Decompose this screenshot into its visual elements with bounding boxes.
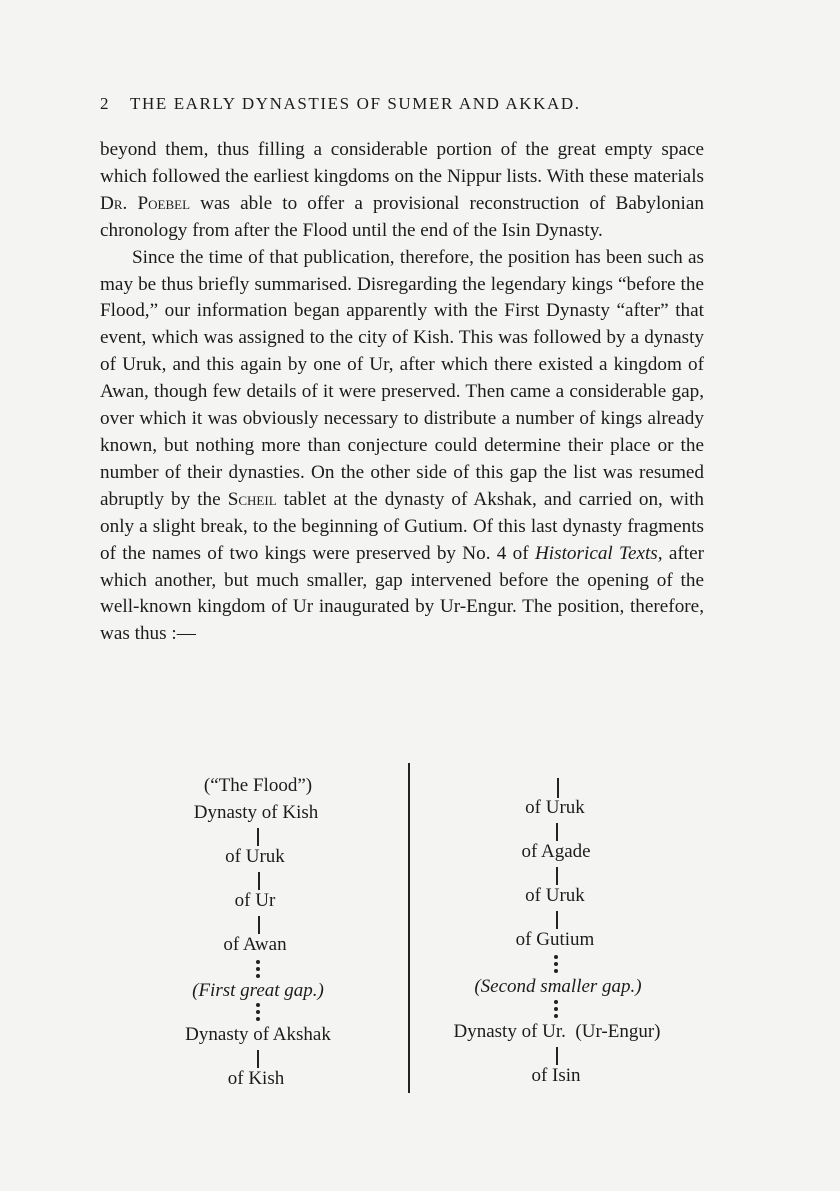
running-title: THE EARLY DYNASTIES OF SUMER AND AKKAD. (130, 94, 581, 113)
diagram-right-item: of Uruk (525, 797, 585, 818)
gap-dots (256, 960, 260, 981)
column-divider (408, 763, 410, 1093)
connector-line (556, 911, 558, 929)
diagram-left-item: of Kish (227, 1068, 285, 1089)
author-name: Dr. Poebel (100, 192, 191, 214)
diagram-left-item: of Uruk (225, 846, 285, 867)
diagram-left-item: Dynasty of Akshak (185, 1024, 331, 1045)
connector-line (556, 823, 558, 841)
gap-dots (554, 955, 558, 976)
gap-dots (256, 1003, 260, 1024)
paragraph-2-text-b: tablet at the dynasty of Akshak, and carried on, with only a slight break, to the beginning of Gutium. Of this last dynasty fragments of the names of two kings were preserved by No. 4 of (100, 488, 704, 564)
diagram-left-item: (First great gap.) (192, 980, 324, 1001)
diagram-right-item: of Isin (531, 1065, 581, 1086)
paragraph-1-text-b: was able to offer a provisional reconstruction of Babylonian chronology from after the Flood until the end of the Isin Dynasty. (100, 192, 704, 241)
diagram-right-item: of Uruk (525, 885, 585, 906)
diagram-right-item: of Gutium (515, 929, 595, 950)
paragraph-1-text-a: beyond them, thus filling a considerable portion of the great empty space which followed the earliest kingdoms on the Nippur lists. With these materials (100, 139, 704, 187)
running-header (100, 94, 700, 114)
diagram-left-item: of Ur (234, 890, 276, 911)
page-number: 2 (100, 94, 111, 113)
body-text (100, 137, 704, 648)
paragraph-2 (100, 245, 704, 649)
publication-title: Historical Texts, (534, 542, 663, 564)
connector-line (257, 1050, 259, 1068)
paragraph-2-text-a: Since the time of that publication, therefore, the position has been such as may be thus briefly summarised. Disregarding the legendary kings “before the Flood,” our information began apparently with the First Dynasty “after” that event, which was assigned to the city of Kish. This was followed by a dynasty of Uruk, and this again by one of Ur, after which there existed a kingdom of Awan, though few details of it were preserved. Then came a considerable gap, over which it was obviously necessary to distribute a number of kings already known, but nothing more than conjecture could determine their place or the number of their dynasties. On the other side of this gap the list was resumed abruptly by the (100, 246, 704, 510)
tablet-name: Scheil (227, 488, 277, 510)
connector-line (557, 778, 559, 798)
connector-line (257, 828, 259, 846)
connector-line (258, 916, 260, 934)
diagram-left-item: of Awan (223, 934, 287, 955)
diagram-right-item: (Second smaller gap.) (474, 976, 642, 997)
diagram-right-item: Dynasty of Ur. (Ur-Engur) (453, 1021, 661, 1042)
connector-line (556, 867, 558, 885)
diagram-left-item: (“The Flood”) (203, 775, 313, 796)
gap-dots (554, 1000, 558, 1021)
diagram-right-item: of Agade (521, 841, 591, 862)
paragraph-1 (100, 137, 704, 245)
diagram-left-item: Dynasty of Kish (193, 802, 319, 823)
connector-line (258, 872, 260, 890)
paragraph-2-text-c: after which another, but much smaller, gap intervened before the opening of the well-known kingdom of Ur inaugurated by Ur-Engur. The position, therefore, was thus :— (100, 542, 704, 645)
connector-line (556, 1047, 558, 1065)
